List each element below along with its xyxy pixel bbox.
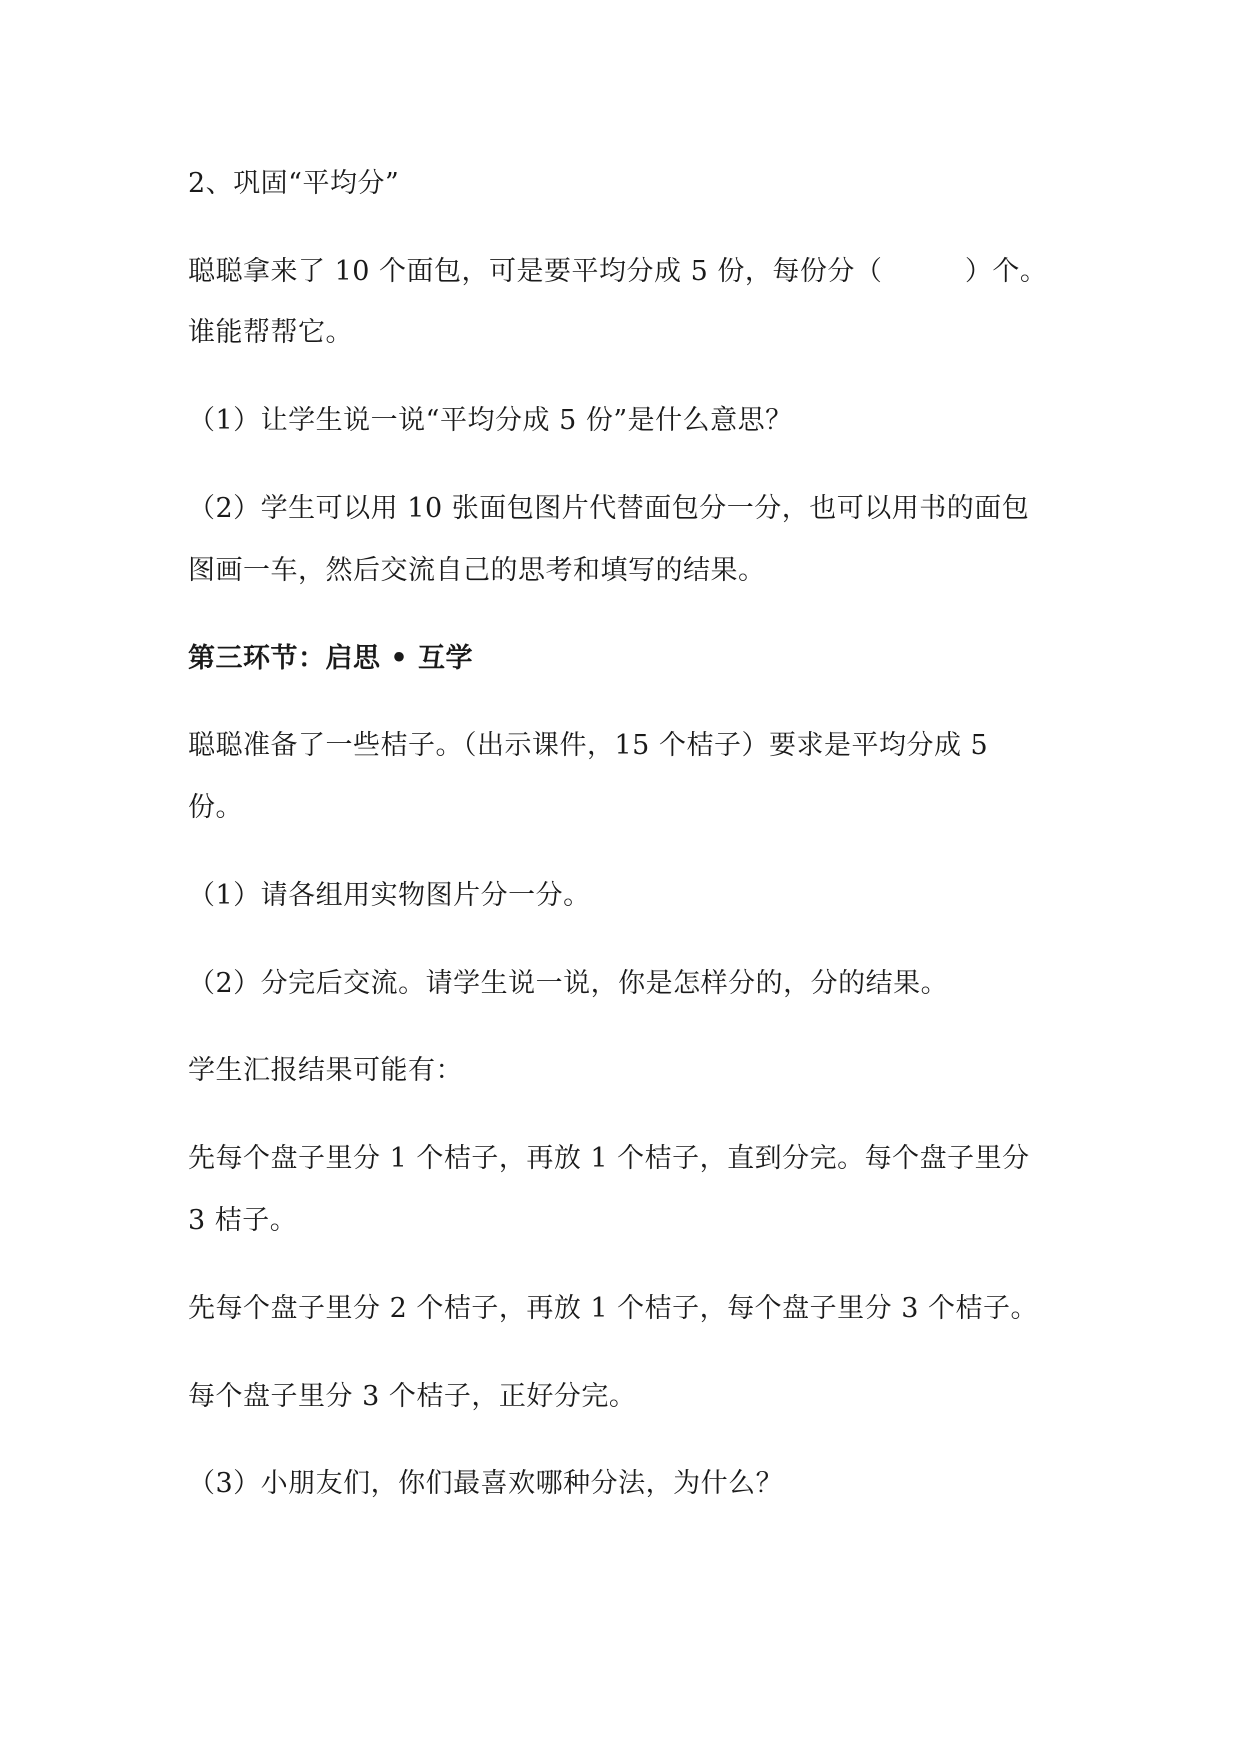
report-intro: 学生汇报结果可能有：	[188, 1055, 463, 1086]
step-1-meaning: （1）让学生说一说“平均分成 5 份”是什么意思？	[188, 405, 793, 436]
method-1-line-2: 3 桔子。	[188, 1205, 298, 1236]
problem-orange-line-1: 聪聪准备了一些桔子。（出示课件，15 个桔子）要求是平均分成 5	[188, 730, 989, 761]
orange-step-2: （2）分完后交流。请学生说一说，你是怎样分的，分的结果。	[188, 968, 949, 999]
orange-step-3: （3）小朋友们，你们最喜欢哪种分法，为什么？	[188, 1468, 784, 1499]
problem-bread-line-2: 谁能帮帮它。	[188, 317, 353, 348]
step-2-line-1: （2）学生可以用 10 张面包图片代替面包分一分，也可以用书的面包	[188, 493, 1030, 524]
method-1-line-1: 先每个盘子里分 1 个桔子，再放 1 个桔子，直到分完。每个盘子里分	[188, 1143, 1030, 1174]
step-2-line-2: 图画一车，然后交流自己的思考和填写的结果。	[188, 555, 766, 586]
method-3: 每个盘子里分 3 个桔子，正好分完。	[188, 1381, 637, 1412]
method-2: 先每个盘子里分 2 个桔子，再放 1 个桔子，每个盘子里分 3 个桔子。	[188, 1293, 1039, 1324]
orange-step-1: （1）请各组用实物图片分一分。	[188, 880, 591, 911]
section-heading-third: 第三环节：启思 • 互学	[188, 643, 474, 674]
section-title-consolidate: 2、巩固“平均分”	[188, 168, 400, 199]
problem-bread-line-1: 聪聪拿来了 10 个面包，可是要平均分成 5 份，每份分（ ）个。	[188, 256, 1048, 287]
problem-orange-line-2: 份。	[188, 792, 243, 823]
